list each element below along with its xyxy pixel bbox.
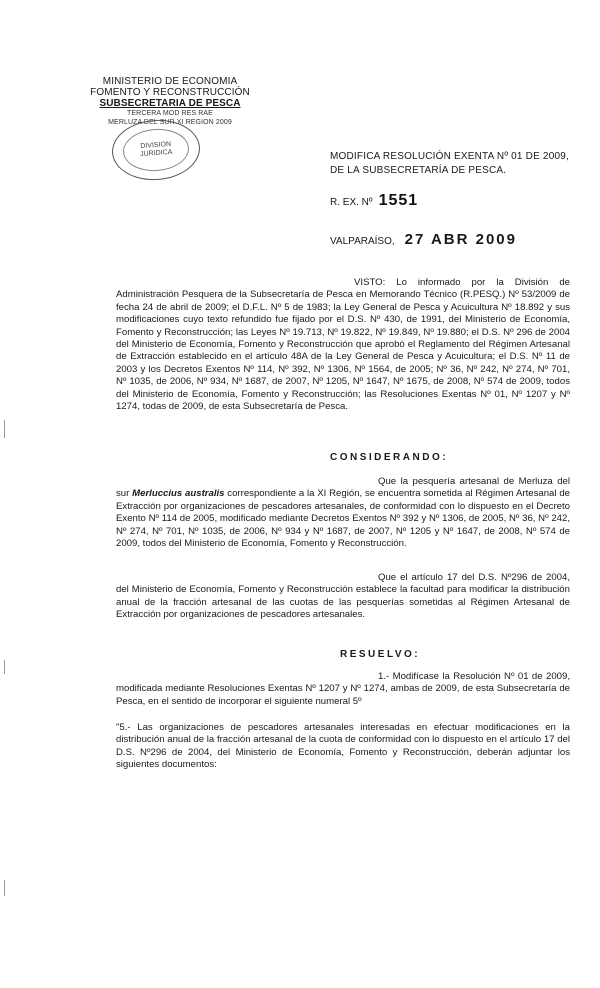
resuelvo-numeral-5: "5.- Las organizaciones de pescadores artesanales interesadas en efectuar modificaciones en la distribución anual de la fracción artesanal de la cuota de conformidad con lo dispuesto en el artículo 17 del D.S. Nº296 de 2004, del Ministerio de Economía, Fomento y Reconstrucción, deberán adjuntar los siguientes documentos: <box>116 722 570 771</box>
resuelvo-heading: RESUELVO: <box>340 649 421 660</box>
letterhead <box>80 76 260 127</box>
considerando-2-lead: Que el artículo 17 del D.S. Nº296 de 2004, del <box>116 572 570 596</box>
document-subject: MODIFICA RESOLUCIÓN EXENTA Nº 01 DE 2009, DE LA SUBSECRETARÍA DE PESCA. <box>330 151 569 176</box>
considerando-1-text: correspondiente a la XI Región, se encuentra sometida al Régimen Artesanal de Extracción por organizaciones de pescadores artesanales, de conformidad con lo dispuesto en el Decreto Exento Nº 114 de 2005, modificado mediante Decretos Exentos Nº 392 y Nº 1306, de 2005, Nº 36, Nº 242, Nº 274, Nº 701, Nº 1035, de 2006, Nº 934 y Nº 1687, de 2007, Nº 1205 y Nº 1647, de 2008, Nº 574 de 2009, todos del Ministerio de Economía, Fomento y Reconstrucción. <box>116 488 570 550</box>
place: VALPARAÍSO, <box>330 236 395 247</box>
visto-paragraph <box>116 277 570 413</box>
place-and-date <box>330 231 517 248</box>
ministry-line-1: MINISTERIO DE ECONOMIA <box>102 76 238 87</box>
visto-text: Lo informado por la División de Administración Pesquera de la Subsecretaría de Pesca en Memorando Técnico (R.PESQ.) Nº 53/2009 de fecha 24 de abril de 2009; el D.F.L. Nº 5 de 1983; la Ley General de Pesca y Acuicultura Nº 18.892 y sus modificaciones cuyo texto refundido fue fijado por el D.S. Nº 430, de 1991, del Ministerio de Economía, Fomento y Reconstrucción; las Leyes Nº 19.713, Nº 19.822, Nº 19.849, Nº 19.880; el D.S. Nº 296 de 2004 del Ministerio de Economía, Fomento y Reconstrucción que aprobó el Reglamento del Régimen Artesanal de Extracción establecido en el artículo 48A de la Ley General de Pesca y Acuicultura; el D.S. Nº 11 de 2003 y los Decretos Exentos Nº 114, Nº 392, Nº 1306, Nº 1564, de 2005; Nº 36, Nº 242, Nº 274, Nº 701, Nº 1035, de 2006, Nº 934, Nº 1687, de 2007, Nº 1205, Nº 1647, Nº 1675, de 2008, Nº 574 de 2009, todos del Ministerio de Economía, Fomento y Reconstrucción; las Resoluciones Exentas Nº 01, Nº 1207 y Nº 1274, todas de 2009, de esta Subsecretaría de Pesca. <box>116 277 570 413</box>
visto-lead: VISTO: <box>354 277 386 288</box>
stamp-line-2: JURIDICA <box>139 148 173 159</box>
resuelvo-1-lead: 1.- Modifícase la Resolución Nº 01 de 2009, <box>378 671 570 682</box>
resuelvo-paragraph-1 <box>116 671 570 708</box>
rex-label: R. EX. Nº <box>330 197 373 208</box>
reference-line-1: TERCERA MOD RES RAE <box>127 110 213 117</box>
date-stamp: 27 ABR 2009 <box>404 231 517 248</box>
species-name: Merluccius australis <box>132 488 225 500</box>
resuelvo-1-text: modificada mediante Resoluciones Exentas Nº 1207 y Nº 1274, ambas de 2009, de esta Subsecretaría de Pesca, en el sentido de incorporar el siguiente numeral 5º <box>116 683 570 707</box>
stamp-line-1: DIVISION <box>140 140 172 151</box>
margin-mark <box>4 880 5 896</box>
reference-line-2: MERLUZA DEL SUR XI REGION 2009 <box>108 119 232 126</box>
stamp-text <box>139 141 172 159</box>
margin-mark <box>4 660 5 674</box>
considerando-2-text: Ministerio de Economía, Fomento y Reconstrucción establece la facultad para modificar la distribución anual de la fracción artesanal de las cuotas de las pesquerías sometidas al Régimen Artesanal de Extracción por organizaciones de pescadores artesanales. <box>116 584 570 621</box>
margin-mark <box>4 420 5 438</box>
considerando-heading: CONSIDERANDO: <box>330 452 449 463</box>
considerando-1-lead: Que la pesquería artesanal de Merluza del sur <box>116 476 570 500</box>
subsecretaria-line: SUBSECRETARIA DE PESCA <box>99 98 241 109</box>
ministry-line-2: FOMENTO Y RECONSTRUCCIÓN <box>90 87 250 98</box>
considerando-paragraph-2 <box>116 572 570 622</box>
considerando-paragraph-1 <box>116 476 570 550</box>
resolution-number <box>330 192 418 210</box>
rex-number-value: 1551 <box>378 192 419 209</box>
